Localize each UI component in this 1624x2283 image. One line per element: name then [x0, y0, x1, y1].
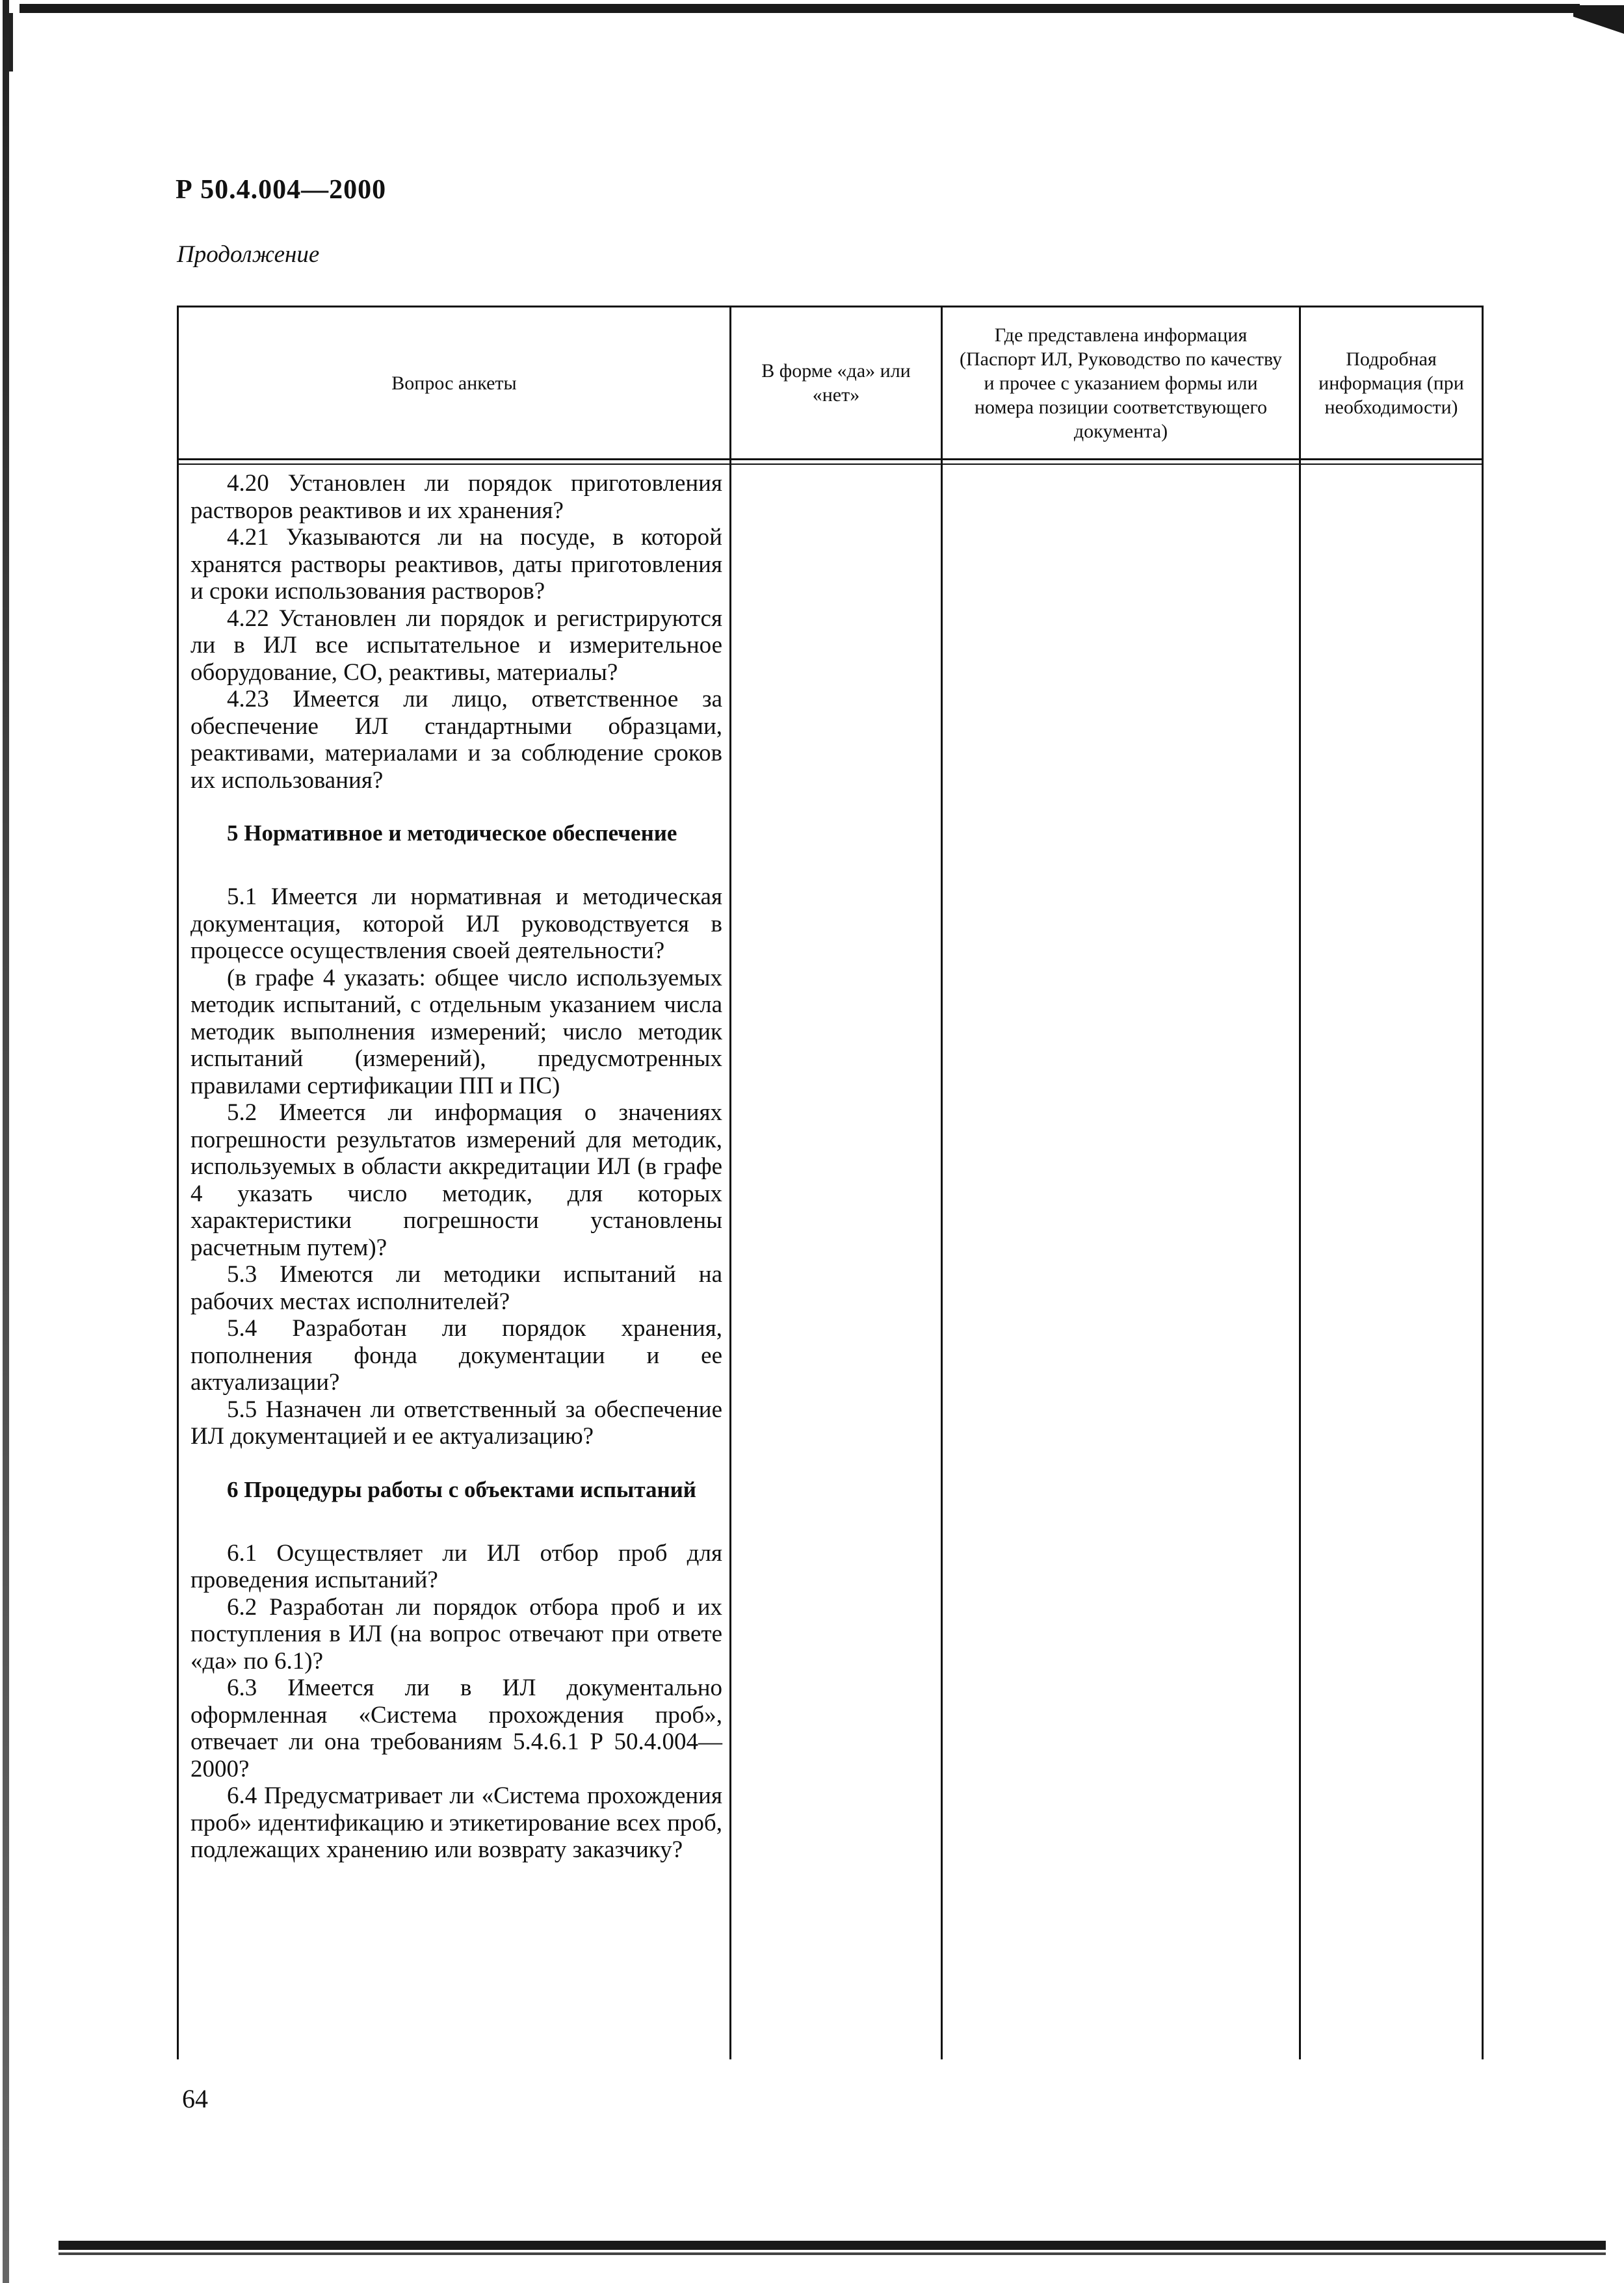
continuation-label: Продолжение: [177, 241, 320, 268]
scan-edge-left: [3, 0, 9, 2283]
scan-edge-bottom-thin: [59, 2252, 1606, 2255]
question-item: 6.3 Имеется ли в ИЛ документально оформленная «Система прохождения проб», отвечает ли она требованиям 5.4.6.1 Р 50.4.004—2000?: [190, 1675, 722, 1782]
header-rule: [179, 458, 1482, 460]
question-item: 5.1 Имеется ли нормативная и методическая документация, которой ИЛ руководствуется в процессе осуществления своей деятельности?: [190, 883, 722, 964]
scan-edge-left-mark: [9, 13, 13, 72]
column-header-yes-no: В форме «да» или «нет»: [761, 360, 911, 406]
scan-edge-top: [20, 4, 1580, 13]
question-item: 6.4 Предусматривает ли «Система прохождения проб» идентификацию и этикетирование всех проб, подлежащих хранению или возврату заказчику?: [190, 1782, 722, 1863]
header-rule-double: [179, 463, 1482, 465]
question-item: 6.2 Разработан ли порядок отбора проб и их поступления в ИЛ (на вопрос отвечают при ответе «да» по 6.1)?: [190, 1593, 722, 1675]
column-header-where-info: Где представлена информация (Паспорт ИЛ, Руководство по качеству и прочее с указанием формы или номера позиции соответствующего документа): [959, 324, 1283, 442]
question-item: 5.4 Разработан ли порядок хранения, пополнения фонда документации и ее актуализации?: [190, 1315, 722, 1396]
question-item: 5.3 Имеются ли методики испытаний на рабочих местах исполнителей?: [190, 1261, 722, 1315]
document-code: Р 50.4.004—2000: [176, 175, 387, 205]
scan-edge-top-right: [1573, 5, 1624, 34]
column-divider-1: [729, 307, 731, 2059]
question-item: 4.23 Имеется ли лицо, ответственное за обеспечение ИЛ стандартными образцами, реактивами, материалами и за соблюдение сроков их использования?: [190, 686, 722, 794]
question-item: 4.22 Установлен ли порядок и регистрируются ли в ИЛ все испытательное и измерительное оборудование, СО, реактивы, материалы?: [190, 605, 722, 686]
question-item: 6.1 Осуществляет ли ИЛ отбор проб для проведения испытаний?: [190, 1539, 722, 1593]
scan-edge-bottom: [59, 2241, 1606, 2250]
column-header-question: Вопрос анкеты: [391, 372, 517, 394]
question-item: 5.2 Имеется ли информация о значениях погрешности результатов измерений для методик, используемых в области аккредитации ИЛ (в графе 4 указать число методик, для которых характеристики погрешности установлены расчетным путем)?: [190, 1099, 722, 1261]
section-heading: 5 Нормативное и методическое обеспечение: [227, 820, 677, 846]
question-item: 4.20 Установлен ли порядок приготовления растворов реактивов и их хранения?: [190, 470, 722, 524]
question-item: 4.21 Указываются ли на посуде, в которой хранятся растворы реактивов, даты приготовления и сроки использования растворов?: [190, 524, 722, 605]
section-heading: 6 Процедуры работы с объектами испытаний: [227, 1476, 696, 1502]
page-number: 64: [182, 2084, 208, 2113]
column-header-details: Подробная информация (при необходимости): [1318, 348, 1464, 418]
question-item: 5.5 Назначен ли ответственный за обеспечение ИЛ документацией и ее актуализацию?: [190, 1396, 722, 1450]
question-note: (в графе 4 указать: общее число используемых методик испытаний, с отдельным указанием числа методик выполнения измерений; число методик испытаний (измерений), предусмотренных правилами сертификации ПП и ПС): [190, 964, 722, 1099]
column-divider-3: [1299, 307, 1301, 2059]
column-divider-2: [941, 307, 943, 2059]
questionnaire-table: [177, 306, 1484, 2059]
question-column: [190, 470, 722, 1864]
